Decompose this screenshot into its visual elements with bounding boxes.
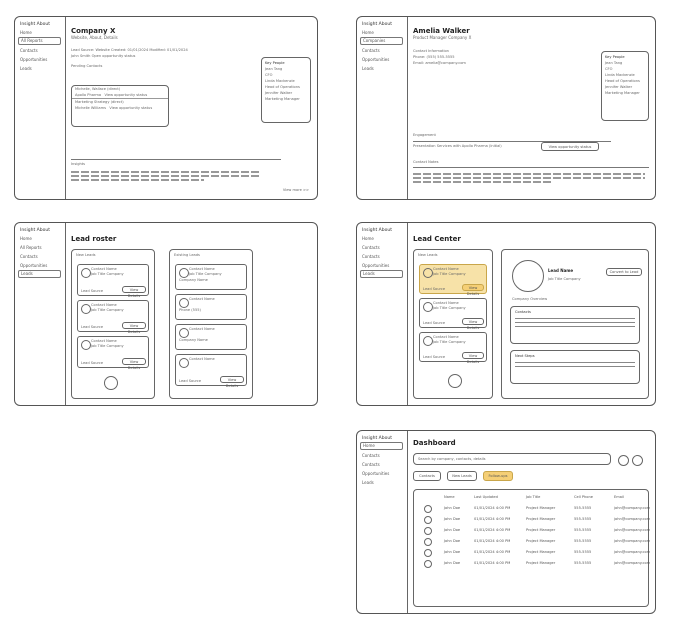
- table-cell: 555-5555: [574, 539, 592, 543]
- notes-heading: Contact Notes: [413, 160, 439, 164]
- avatar: [81, 304, 91, 314]
- notes-text: [413, 171, 645, 185]
- nav-item-leads[interactable]: Leads: [18, 270, 61, 278]
- column-title: Existing Leads: [174, 253, 200, 257]
- panel-title: Key People: [605, 55, 625, 59]
- nav-item-opportunities[interactable]: Opportunities: [20, 263, 48, 268]
- search-placeholder: Search by company, contacts, details: [418, 457, 486, 461]
- profile-name: Lead Name: [548, 268, 574, 273]
- phone-text: Phone: (555) 555-5555: [413, 55, 455, 59]
- company-wireframe: [14, 16, 318, 200]
- sidebar: [357, 431, 408, 613]
- table-row[interactable]: [422, 526, 651, 536]
- nav-item-home[interactable]: Home: [20, 30, 32, 35]
- view-more-link[interactable]: View more >>: [282, 188, 309, 192]
- list-item[interactable]: Apollo Pharma View opportunity status: [75, 93, 148, 97]
- card-company: Company Name: [179, 338, 208, 342]
- existing-leads-column: [169, 249, 253, 399]
- column-title: New Leads: [76, 253, 96, 257]
- nav-item-contacts[interactable]: Contacts: [20, 254, 38, 259]
- row-avatar: [424, 560, 432, 568]
- nav-item-contacts[interactable]: Contacts: [362, 453, 380, 458]
- avatar: [81, 340, 91, 350]
- card-name: Contact Name: [189, 267, 215, 271]
- card-phone: Phone (555): [179, 308, 201, 312]
- person-role: Head of Operations: [265, 85, 300, 89]
- table-cell: john@company.com: [614, 550, 651, 554]
- contact-info-heading: Contact Information: [413, 49, 449, 53]
- card-role: Job Title Company: [91, 308, 124, 312]
- table-cell: 01/01/2024 4:00 PM: [474, 539, 511, 543]
- filter-follow-ups-button[interactable]: Follow-ups: [483, 471, 513, 481]
- view-opportunity-button[interactable]: View opportunity status: [541, 142, 599, 151]
- nav-item-leads[interactable]: Leads: [20, 66, 32, 71]
- search-input[interactable]: [413, 453, 611, 465]
- table-cell: 555-5555: [574, 561, 592, 565]
- card-name: Contact Name: [433, 301, 459, 305]
- contacts-table: [413, 489, 649, 607]
- card-name: Contact Name: [189, 357, 215, 361]
- table-row[interactable]: [422, 504, 651, 514]
- brand-label: Insight About: [362, 228, 392, 233]
- view-details-button[interactable]: View Details: [122, 286, 146, 293]
- view-details-button[interactable]: View Details: [122, 322, 146, 329]
- table-cell: John Doe: [444, 528, 461, 532]
- filter-contacts-button[interactable]: Contacts: [413, 471, 441, 481]
- lead-card[interactable]: [419, 298, 487, 328]
- notes-text: [71, 169, 261, 183]
- key-people-panel: [261, 57, 311, 123]
- person-role: CFO: [265, 73, 273, 77]
- card-name: Contact Name: [91, 339, 117, 343]
- key-people-panel: [601, 51, 649, 121]
- card-source: Lead Source: [423, 355, 446, 359]
- nav-item-contacts-2[interactable]: Contacts: [362, 462, 380, 467]
- lead-card[interactable]: [419, 332, 487, 362]
- table-cell: Project Manager: [526, 550, 556, 554]
- table-cell: 01/01/2024 4:00 PM: [474, 506, 511, 510]
- card-role: Job Title Company: [433, 340, 466, 344]
- lead-card[interactable]: [175, 294, 247, 320]
- lead-card[interactable]: [77, 336, 149, 368]
- page-title: Amelia Walker: [413, 27, 470, 35]
- engagement-row: Presentation Services with Apollo Pharma (Initial): [413, 144, 502, 148]
- table-row[interactable]: [422, 515, 651, 525]
- avatar: [423, 268, 433, 278]
- profile-role: Job Title Company: [548, 277, 581, 281]
- page-title: Company X: [71, 27, 116, 35]
- card-name: Contact Name: [189, 327, 215, 331]
- company-overview-label: Company Overview: [512, 297, 548, 301]
- view-details-button[interactable]: View Details: [462, 284, 484, 291]
- row-avatar: [424, 505, 432, 513]
- table-cell: john@company.com: [614, 539, 651, 543]
- contacts-list: [71, 85, 169, 127]
- table-cell: Project Manager: [526, 561, 556, 565]
- column-header: Cell Phone: [574, 495, 593, 499]
- table-cell: 555-5555: [574, 550, 592, 554]
- nav-item-opportunities[interactable]: Opportunities: [362, 57, 390, 62]
- nav-item-opportunities[interactable]: Opportunities: [20, 57, 48, 62]
- meta-line: Lead Source: Website Created: 01/01/2024 Modified: 01/01/2024: [71, 48, 188, 52]
- table-cell: 555-5555: [574, 528, 592, 532]
- table-cell: 01/01/2024 4:00 PM: [474, 550, 511, 554]
- card-source: Lead Source: [423, 321, 446, 325]
- nav-item-contacts-2[interactable]: Contacts: [362, 254, 380, 259]
- nav-item-home[interactable]: Home: [360, 442, 403, 450]
- filter-icon[interactable]: [618, 455, 629, 466]
- lead-card[interactable]: [175, 264, 247, 290]
- brand-label: Insight About: [362, 22, 392, 27]
- meta-line-2: John Smith Open opportunity status: [71, 54, 136, 58]
- table-cell: 01/01/2024 4:00 PM: [474, 528, 511, 532]
- avatar: [179, 358, 189, 368]
- person-name: Jean Tang: [605, 61, 623, 65]
- new-leads-column: [413, 249, 493, 399]
- card-source: Lead Source: [81, 361, 104, 365]
- filter-new-leads-button[interactable]: New Leads: [447, 471, 477, 481]
- sidebar: [15, 223, 66, 405]
- person-name: Linda Mackenzie: [265, 79, 295, 83]
- engagement-heading: Engagement: [413, 133, 436, 137]
- nav-item-leads[interactable]: Leads: [360, 270, 403, 278]
- column-header: Name: [444, 495, 455, 499]
- table-cell: John Doe: [444, 539, 461, 543]
- view-details-button[interactable]: View Details: [462, 318, 484, 325]
- contacts-panel: [510, 306, 640, 344]
- avatar: [423, 302, 433, 312]
- sidebar: [357, 223, 408, 405]
- lead-profile-panel: [501, 249, 649, 399]
- nav-item-leads[interactable]: Leads: [362, 66, 374, 71]
- nav-item-reports[interactable]: All Reports: [20, 245, 42, 250]
- column-header: Last Updated: [474, 495, 498, 499]
- table-cell: 01/01/2024 4:00 PM: [474, 517, 511, 521]
- lead-card-selected[interactable]: [419, 264, 487, 294]
- table-cell: john@company.com: [614, 528, 651, 532]
- table-cell: John Doe: [444, 506, 461, 510]
- person-name: Linda Mackenzie: [605, 73, 635, 77]
- brand-label: Insight About: [362, 436, 392, 441]
- card-name: Contact Name: [91, 267, 117, 271]
- table-cell: Project Manager: [526, 506, 556, 510]
- divider: [71, 159, 281, 160]
- nav-item-contacts[interactable]: Contacts: [362, 48, 380, 53]
- table-cell: Project Manager: [526, 539, 556, 543]
- page-subtitle: Product Manager Company X: [413, 35, 472, 40]
- table-cell: john@company.com: [614, 517, 651, 521]
- page-subtitle: Website, About, Details: [71, 35, 118, 40]
- list-item[interactable]: Michelle Williams View opportunity status: [75, 106, 153, 110]
- table-cell: John Doe: [444, 561, 461, 565]
- card-source: Lead Source: [81, 325, 104, 329]
- lead-card[interactable]: [77, 300, 149, 332]
- card-role: Job Title Company: [189, 272, 222, 276]
- table-cell: john@company.com: [614, 561, 651, 565]
- lead-avatar: [512, 260, 544, 292]
- row-avatar: [424, 516, 432, 524]
- new-leads-column: [71, 249, 155, 399]
- nav-item-opportunities[interactable]: Opportunities: [362, 471, 390, 476]
- person-role: Head of Operations: [605, 79, 640, 83]
- list-item[interactable]: Marketing Strategy (direct): [72, 98, 168, 105]
- table-cell: 555-5555: [574, 506, 592, 510]
- add-lead-icon[interactable]: [104, 376, 118, 390]
- nav-item-opportunities[interactable]: Opportunities: [362, 263, 390, 268]
- table-cell: John Doe: [444, 550, 461, 554]
- avatar: [423, 336, 433, 346]
- nav-item-contacts[interactable]: Contacts: [362, 245, 380, 250]
- list-item[interactable]: Michelle, Wallace (direct): [75, 87, 121, 91]
- row-avatar: [424, 538, 432, 546]
- page-title: Lead Center: [413, 235, 461, 243]
- lead-center-wireframe: [356, 222, 656, 406]
- lead-card[interactable]: [77, 264, 149, 296]
- panel-title: Contacts: [515, 310, 531, 314]
- nav-item-companies[interactable]: Companies: [360, 37, 403, 45]
- sidebar: [357, 17, 408, 199]
- contact-wireframe: [356, 16, 656, 200]
- card-source: Lead Source: [81, 289, 104, 293]
- person-name: Jennifer Walker: [265, 91, 293, 95]
- table-cell: John Doe: [444, 517, 461, 521]
- view-details-button[interactable]: View Details: [220, 376, 244, 383]
- person-role: CFO: [605, 67, 613, 71]
- table-row[interactable]: [422, 537, 651, 547]
- table-header: [422, 493, 640, 503]
- table-cell: john@company.com: [614, 506, 651, 510]
- person-name: Jean Tang: [265, 67, 283, 71]
- person-role: Marketing Manager: [265, 97, 300, 101]
- card-role: Job Title Company: [433, 272, 466, 276]
- card-name: Contact Name: [189, 297, 215, 301]
- convert-lead-button[interactable]: Convert to Lead: [606, 268, 642, 276]
- page-title: Lead roster: [71, 235, 117, 243]
- table-row[interactable]: [422, 548, 651, 558]
- nav-item-contacts[interactable]: Contacts: [20, 48, 38, 53]
- brand-label: Insight About: [20, 22, 50, 27]
- nav-item-home[interactable]: Home: [20, 236, 32, 241]
- nav-item-leads[interactable]: Leads: [362, 480, 374, 485]
- settings-icon[interactable]: [632, 455, 643, 466]
- notes-heading: Insights: [71, 162, 86, 166]
- column-header: Email: [614, 495, 624, 499]
- column-title: New Leads: [418, 253, 438, 257]
- row-avatar: [424, 549, 432, 557]
- dashboard-wireframe: [356, 430, 656, 614]
- view-details-button[interactable]: View Details: [462, 352, 484, 359]
- table-cell: Project Manager: [526, 517, 556, 521]
- panel-title: Next Steps: [515, 354, 535, 358]
- card-source: Lead Source: [179, 379, 202, 383]
- card-role: Job Title Company: [433, 306, 466, 310]
- table-cell: 01/01/2024 4:00 PM: [474, 561, 511, 565]
- card-name: Contact Name: [433, 267, 459, 271]
- card-name: Contact Name: [433, 335, 459, 339]
- nav-item-reports[interactable]: All Reports: [18, 37, 61, 45]
- lead-roster-wireframe: [14, 222, 318, 406]
- card-source: Lead Source: [423, 287, 446, 291]
- lead-card[interactable]: [175, 354, 247, 386]
- panel-title: Key People: [265, 61, 285, 65]
- page-title: Dashboard: [413, 439, 456, 447]
- card-name: Contact Name: [91, 303, 117, 307]
- person-role: Marketing Manager: [605, 91, 640, 95]
- sidebar: [15, 17, 66, 199]
- brand-label: Insight About: [20, 228, 50, 233]
- next-steps-panel: [510, 350, 640, 384]
- avatar: [81, 268, 91, 278]
- nav-item-home[interactable]: Home: [362, 236, 374, 241]
- lead-card[interactable]: [175, 324, 247, 350]
- card-company: Company Name: [179, 278, 208, 282]
- add-lead-icon[interactable]: [448, 374, 462, 388]
- person-name: Jennifer Walker: [605, 85, 633, 89]
- email-text: Email: amelia@company.com: [413, 61, 466, 65]
- card-role: Job Title Company: [91, 272, 124, 276]
- table-cell: Project Manager: [526, 528, 556, 532]
- divider: [413, 167, 649, 168]
- table-cell: 555-5555: [574, 517, 592, 521]
- section-title: Pending Contacts: [71, 64, 103, 68]
- row-avatar: [424, 527, 432, 535]
- card-role: Job Title Company: [91, 344, 124, 348]
- column-header: Job Title: [526, 495, 541, 499]
- view-details-button[interactable]: View Details: [122, 358, 146, 365]
- nav-item-home[interactable]: Home: [362, 30, 374, 35]
- table-row[interactable]: [422, 559, 651, 569]
